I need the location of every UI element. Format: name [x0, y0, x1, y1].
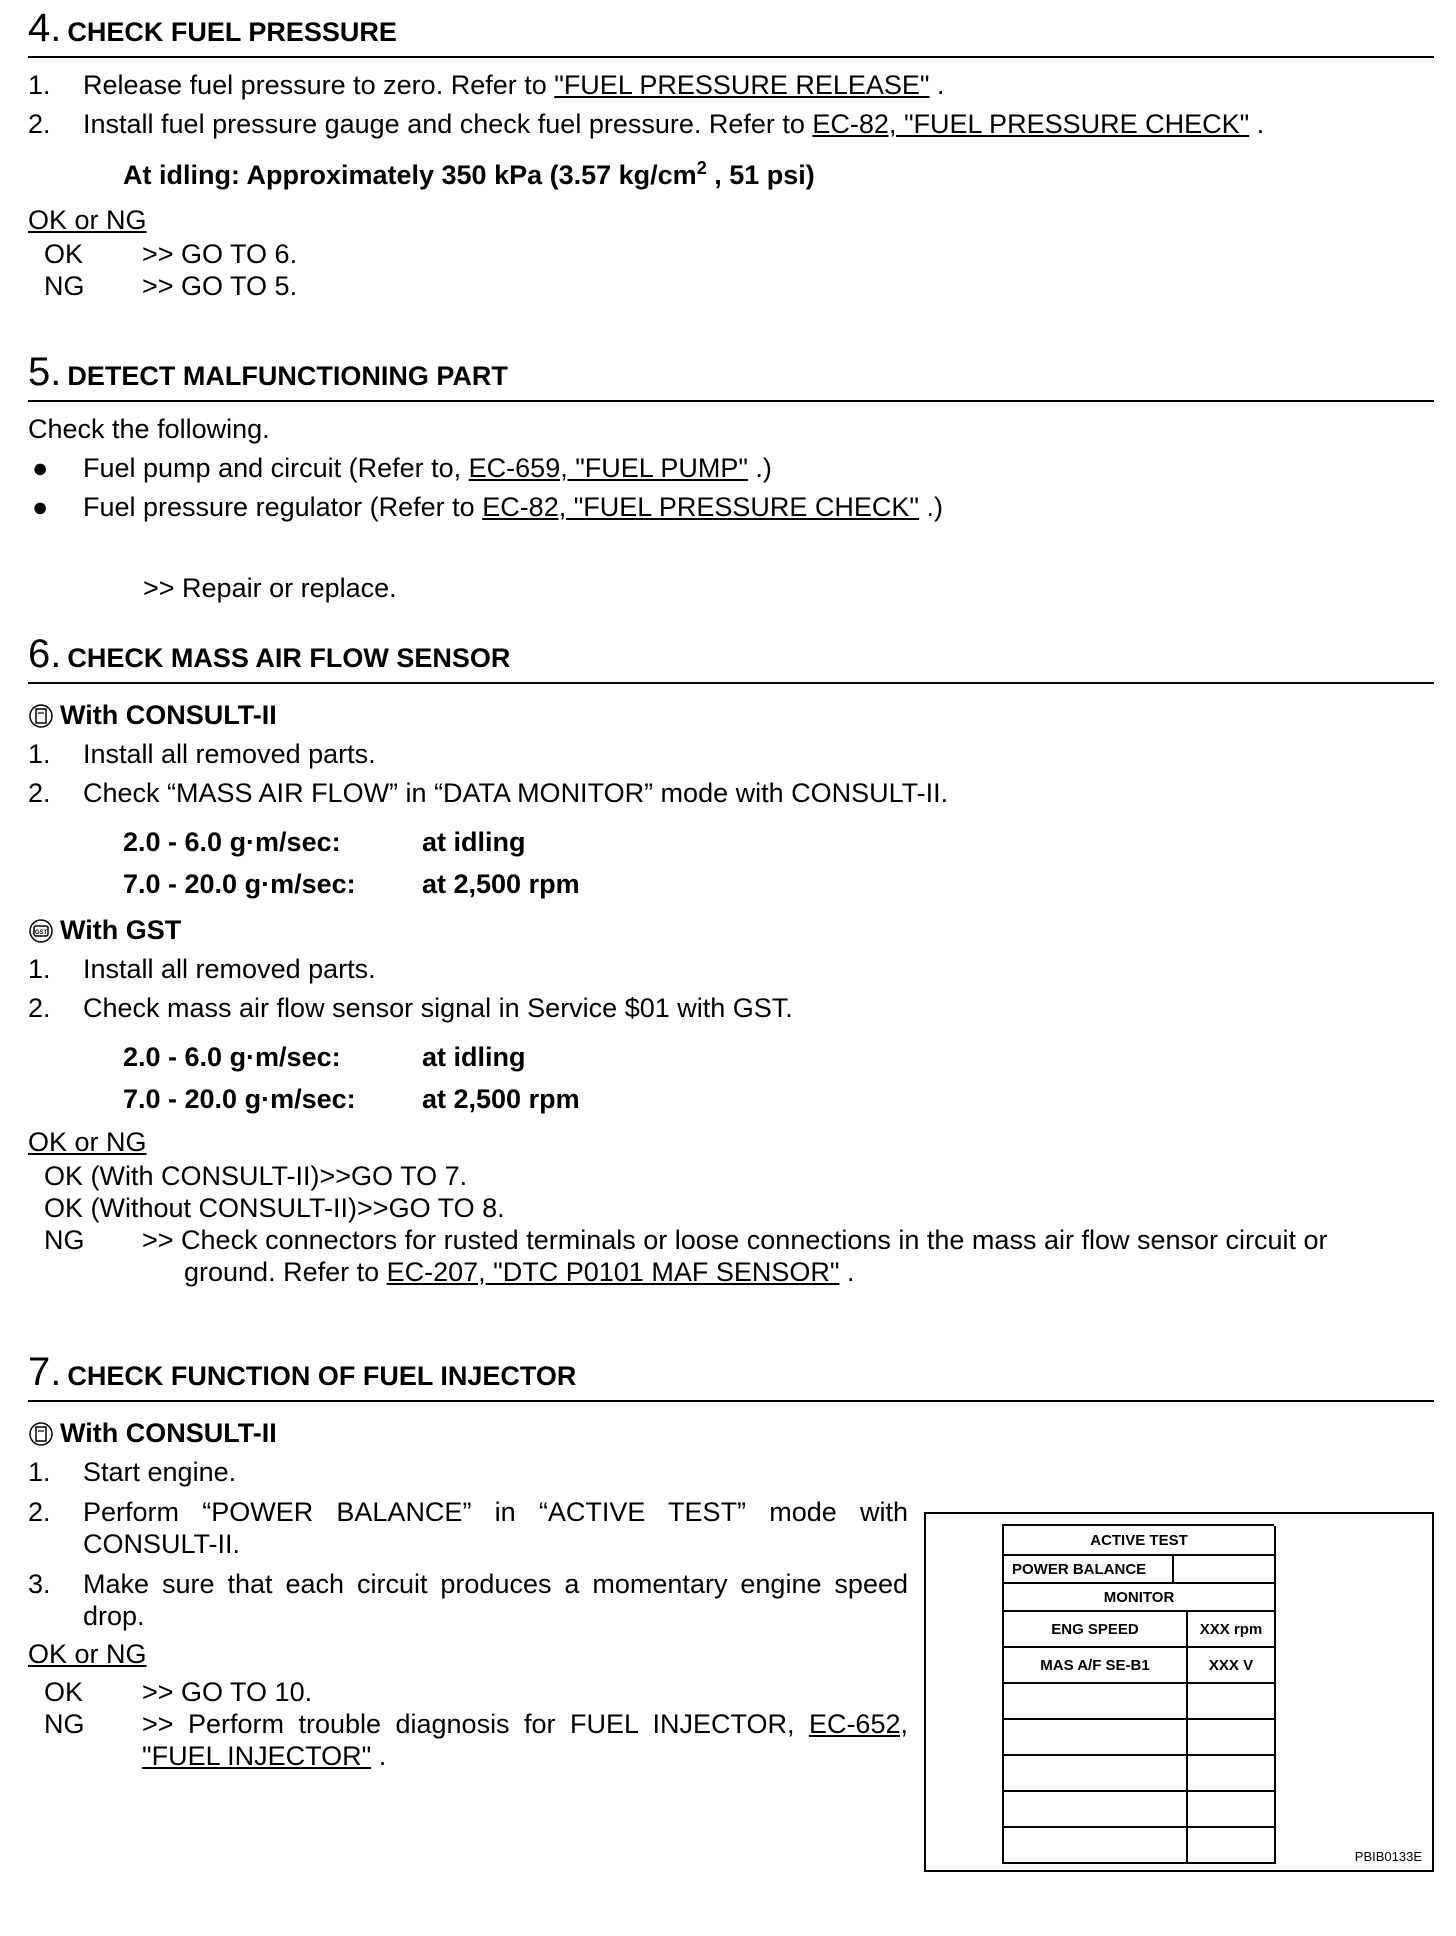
section-6-heading: 6. CHECK MASS AIR FLOW SENSOR	[28, 634, 1434, 684]
section-7-heading: 7. CHECK FUNCTION OF FUEL INJECTOR	[28, 1352, 1434, 1402]
section-title: CHECK FUEL PRESSURE	[67, 17, 397, 47]
section-7: 7. CHECK FUNCTION OF FUEL INJECTOR With CONSULT-II 1. Start engine. 2. Perform “POWER BALANCE” in “ACTIVE TEST” mode with CONSULT-II. 3. Make sure that each circuit produces a momentary engine speed drop. OK or NG OK >> GO TO 10. NG >> Perform trouble diagnosis for FUEL INJECTOR, EC-652, "FUEL INJECTOR" . ACTIVE TEST POWER BALANCE MONITOR ENG SPEED XXX rpm MAS A/F SE-B1 XXX V PBIB0133E	[28, 1352, 1434, 1772]
section-4-heading	[28, 8, 1434, 58]
link-ec-652[interactable]: EC-652, "FUEL INJECTOR"	[142, 1709, 908, 1771]
bullet-fuel-regulator: ● Fuel pressure regulator (Refer to EC-82, "FUEL PRESSURE CHECK" .)	[32, 492, 943, 522]
link-ec-659[interactable]: EC-659, "FUEL PUMP"	[468, 453, 748, 483]
svg-text:GST: GST	[34, 929, 48, 936]
ok-or-ng-label: OK or NG	[28, 205, 147, 235]
link-fuel-pressure-release[interactable]: "FUEL PRESSURE RELEASE"	[554, 70, 930, 100]
consult-icon	[28, 703, 54, 729]
check-intro: Check the following.	[28, 414, 270, 444]
link-ec-82[interactable]: EC-82, "FUEL PRESSURE CHECK"	[812, 109, 1250, 139]
figure-code: PBIB0133E	[1354, 1849, 1422, 1864]
section-5	[28, 352, 1434, 608]
result-ng: NG >> Check connectors for rusted terminals or loose connections in the mass air flow sensor circuit or	[44, 1225, 1328, 1255]
section-5-heading: 5. DETECT MALFUNCTIONING PART	[28, 352, 1434, 402]
result-ok-consult: OK (With CONSULT-II)>>GO TO 7.	[44, 1161, 468, 1191]
gst-icon	[28, 918, 54, 944]
fuel-pressure-spec: At idling: Approximately 350 kPa (3.57 $kg/cm^2$ , 51 psi)	[123, 158, 815, 190]
section-6: 6. CHECK MASS AIR FLOW SENSOR With CONSULT-II 1. Install all removed parts. 2. Check “MASS AIR FLOW” in “DATA MONITOR” mode with CONSULT-II. 2.0 - 6.0 g·m/sec: at idling 7.0 - 20.0 g·m/sec: at 2,500 rpm GST With GST 1. Install all removed parts. 2. Check mass air flow sensor signal in Service $01 with GST. 2.0 - 6.0 g·m/sec: at idling 7.0 - 20.0 g·m/sec: at 2,500 rpm OK or NG OK (With CONSULT-II)>>GO TO 7. OK (Without CONSULT-II)>>GO TO 8. NG >> Check connectors for rusted terminals or loose connections in the mass air flow sensor circuit or ground. Refer to EC-207, "DTC P0101 MAF SENSOR" .	[28, 634, 1434, 1288]
with-consult-label: With CONSULT-II	[28, 696, 1434, 735]
link-ec-207[interactable]: EC-207, "DTC P0101 MAF SENSOR"	[386, 1257, 840, 1287]
consult-icon	[28, 1421, 54, 1447]
section-4	[28, 8, 1434, 302]
active-test-table: ACTIVE TEST POWER BALANCE MONITOR ENG SPEED XXX rpm MAS A/F SE-B1 XXX V	[1002, 1524, 1274, 1864]
repair-action: >> Repair or replace.	[143, 573, 397, 603]
step-1: 1. Release fuel pressure to zero. Refer to "FUEL PRESSURE RELEASE" .	[28, 70, 945, 100]
section-number: 4.	[28, 6, 62, 50]
step-2: 2. Install fuel pressure gauge and check fuel pressure. Refer to EC-82, "FUEL PRESSURE CHECK" .	[28, 109, 1265, 139]
maf-spec-2500: 7.0 - 20.0 g·m/sec: at 2,500 rpm	[123, 869, 580, 899]
consult-screen-figure	[924, 1512, 1434, 1872]
bullet-fuel-pump: ● Fuel pump and circuit (Refer to, EC-659, "FUEL PUMP" .)	[32, 453, 772, 483]
result-ok-no-consult: OK (Without CONSULT-II)>>GO TO 8.	[44, 1193, 505, 1223]
result-ng: NG >> GO TO 5.	[44, 271, 298, 301]
maf-spec-idle: 2.0 - 6.0 g·m/sec: at idling	[123, 827, 526, 857]
result-ok: OK >> GO TO 6.	[44, 239, 298, 269]
link-ec-82-b[interactable]: EC-82, "FUEL PRESSURE CHECK"	[482, 492, 919, 522]
with-gst-label: GST With GST	[28, 911, 1434, 950]
